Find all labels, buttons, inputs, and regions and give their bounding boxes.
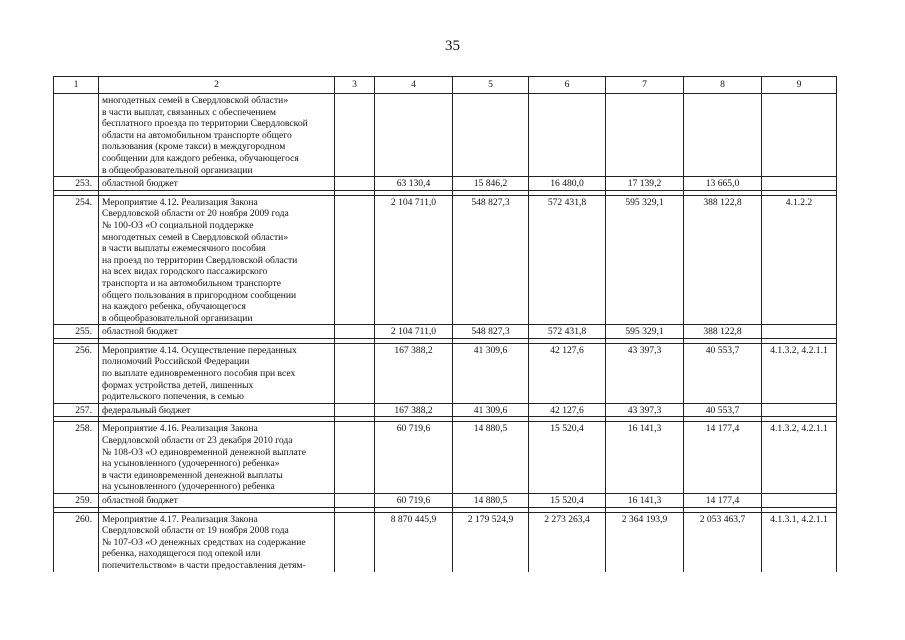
row-description: областной бюджет	[99, 177, 335, 191]
cell-year-1: 548 827,3	[453, 325, 529, 339]
cell-target-code: 4.1.3.2, 4.2.1.1	[762, 343, 837, 403]
header-cell: 1	[54, 77, 99, 94]
row-number: 259.	[54, 494, 99, 508]
cell-year-3: 43 397,3	[606, 343, 684, 403]
cell-col3	[335, 512, 375, 571]
cell-target-code: 4.1.3.1, 4.2.1.1	[762, 512, 837, 571]
cell-year-1: 41 309,6	[453, 403, 529, 417]
cell-year-2: 15 520,4	[529, 422, 606, 494]
cell-year-2: 42 127,6	[529, 403, 606, 417]
row-number: 257.	[54, 403, 99, 417]
table-header-row	[54, 77, 837, 94]
cell-total: 60 719,6	[375, 422, 453, 494]
header-cell: 4	[375, 77, 453, 94]
cell-year-3: 2 364 193,9	[606, 512, 684, 571]
row-number: 253.	[54, 177, 99, 191]
row-description: областной бюджет	[99, 494, 335, 508]
row-description: Мероприятие 4.16. Реализация Закона Свердловской области от 23 декабря 2010 года № 108-ОЗ «О единовременной денежной выплате на усыновленного (удочеренного) ребенка» в части единовременной денежной выплаты на усыновленного (удочеренного) ребенка	[99, 422, 335, 494]
cell-year-2: 16 480,0	[529, 177, 606, 191]
row-description: федеральный бюджет	[99, 403, 335, 417]
cell-year-4: 40 553,7	[684, 343, 762, 403]
cell-col3	[335, 343, 375, 403]
row-number: 260.	[54, 512, 99, 571]
page-number: 35	[445, 38, 460, 54]
cell-year-2: 15 520,4	[529, 494, 606, 508]
cell-year-4	[684, 94, 762, 177]
header-cell: 9	[762, 77, 837, 94]
table-row	[54, 403, 837, 417]
row-description: многодетных семей в Свердловской области» в части выплат, связанных с обеспечением бесплатного проезда по территории Свердловской области на автомобильном транспорте общего пользования (кроме такси) в междугородном сообщении для каждого ребенка, обучающегося в общеобразовательной организации	[99, 94, 335, 177]
cell-col3	[335, 403, 375, 417]
cell-year-1: 14 880,5	[453, 494, 529, 508]
header-cell: 6	[529, 77, 606, 94]
header-cell: 5	[453, 77, 529, 94]
header-cell: 2	[99, 77, 335, 94]
cell-year-4: 40 553,7	[684, 403, 762, 417]
header-cell: 3	[335, 77, 375, 94]
row-description: Мероприятие 4.12. Реализация Закона Свердловской области от 20 ноября 2009 года № 100-ОЗ «О социальной поддержке многодетных семей в Свердловской области» в части выплаты ежемесячного пособия на проезд по территории Свердловской области на всех видах городского пассажирского транспорта и на автомобильном транспорте общего пользования в пригородном сообщении на каждого ребенка, обучающегося в общеобразовательной организации	[99, 195, 335, 325]
cell-total: 167 388,2	[375, 343, 453, 403]
cell-year-1: 548 827,3	[453, 195, 529, 325]
cell-total: 63 130,4	[375, 177, 453, 191]
table-row	[54, 494, 837, 508]
table-row	[54, 177, 837, 191]
cell-year-4: 14 177,4	[684, 494, 762, 508]
cell-total: 60 719,6	[375, 494, 453, 508]
cell-target-code	[762, 494, 837, 508]
cell-total: 2 104 711,0	[375, 325, 453, 339]
header-cell: 8	[684, 77, 762, 94]
cell-target-code: 4.1.2.2	[762, 195, 837, 325]
row-description: Мероприятие 4.14. Осуществление переданных полномочий Российской Федерации по выплате единовременного пособия при всех формах устройства детей, лишенных родительского попечения, в семью	[99, 343, 335, 403]
cell-year-2: 2 273 263,4	[529, 512, 606, 571]
cell-target-code: 4.1.3.2, 4.2.1.1	[762, 422, 837, 494]
cell-year-4: 14 177,4	[684, 422, 762, 494]
row-description: Мероприятие 4.17. Реализация Закона Свердловской области от 19 ноября 2008 года № 107-ОЗ «О денежных средствах на содержание ребенка, находящегося под опекой или попечительством» в части предоставления детям-	[99, 512, 335, 571]
cell-year-1	[453, 94, 529, 177]
row-description: областной бюджет	[99, 325, 335, 339]
cell-year-4: 388 122,8	[684, 195, 762, 325]
cell-year-3	[606, 94, 684, 177]
cell-year-2: 42 127,6	[529, 343, 606, 403]
cell-col3	[335, 177, 375, 191]
row-number: 256.	[54, 343, 99, 403]
cell-year-1: 41 309,6	[453, 343, 529, 403]
cell-year-3: 16 141,3	[606, 422, 684, 494]
cell-total: 167 388,2	[375, 403, 453, 417]
cell-col3	[335, 422, 375, 494]
cell-total: 2 104 711,0	[375, 195, 453, 325]
row-number: 258.	[54, 422, 99, 494]
cell-year-2: 572 431,8	[529, 325, 606, 339]
cell-year-4: 13 665,0	[684, 177, 762, 191]
table-row	[54, 422, 837, 494]
cell-target-code	[762, 94, 837, 177]
table-row	[54, 94, 837, 177]
cell-year-3: 595 329,1	[606, 195, 684, 325]
cell-year-1: 14 880,5	[453, 422, 529, 494]
cell-year-1: 15 846,2	[453, 177, 529, 191]
row-number: 255.	[54, 325, 99, 339]
cell-col3	[335, 195, 375, 325]
cell-year-3: 17 139,2	[606, 177, 684, 191]
budget-table	[53, 76, 837, 572]
cell-target-code	[762, 177, 837, 191]
table-row	[54, 195, 837, 325]
cell-total	[375, 94, 453, 177]
cell-col3	[335, 494, 375, 508]
row-number: 254.	[54, 195, 99, 325]
table-row	[54, 343, 837, 403]
cell-target-code	[762, 403, 837, 417]
cell-year-4: 2 053 463,7	[684, 512, 762, 571]
cell-year-1: 2 179 524,9	[453, 512, 529, 571]
table-row	[54, 325, 837, 339]
cell-col3	[335, 325, 375, 339]
row-number	[54, 94, 99, 177]
cell-total: 8 870 445,9	[375, 512, 453, 571]
cell-year-2: 572 431,8	[529, 195, 606, 325]
cell-target-code	[762, 325, 837, 339]
table-row	[54, 512, 837, 571]
cell-year-3: 16 141,3	[606, 494, 684, 508]
cell-year-4: 388 122,8	[684, 325, 762, 339]
cell-year-3: 595 329,1	[606, 325, 684, 339]
cell-col3	[335, 94, 375, 177]
cell-year-3: 43 397,3	[606, 403, 684, 417]
cell-year-2	[529, 94, 606, 177]
header-cell: 7	[606, 77, 684, 94]
